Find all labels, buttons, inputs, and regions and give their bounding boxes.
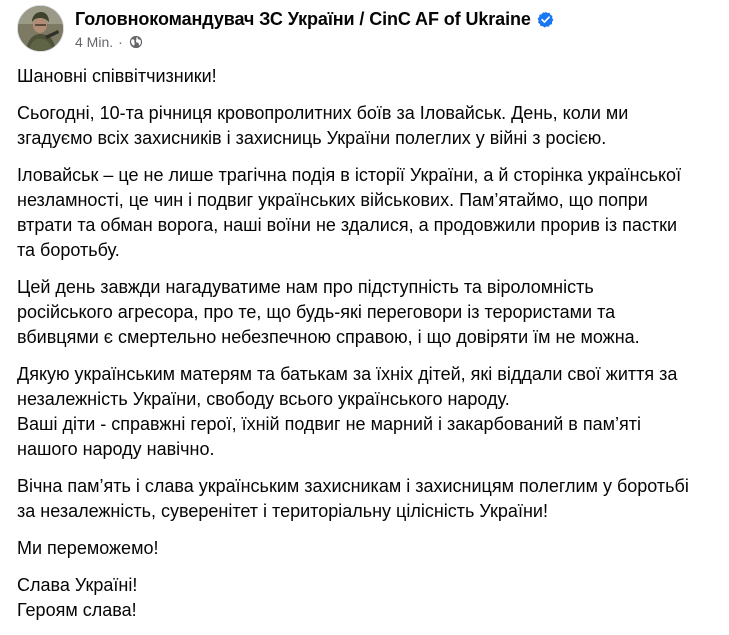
text-line: Іловайськ – це не лише трагічна подія в історії України, а й сторінка української xyxy=(17,165,682,185)
text-line: Шановні співвітчизники! xyxy=(17,66,217,86)
text-line: Ваші діти - справжні герої, їхній подвиг не марний і закарбований в пам’яті xyxy=(17,414,641,434)
text-line: нашого народу навічно. xyxy=(17,439,215,459)
author-avatar[interactable] xyxy=(17,5,64,52)
text-line: згадуємо всіх захисників і захисниць України полеглих у війні з росією. xyxy=(17,128,607,148)
post-subline xyxy=(75,34,554,50)
post-meta xyxy=(75,8,554,50)
post-timestamp[interactable]: 4 Min. xyxy=(75,34,114,50)
text-line: російського агресора, про те, що будь-які переговори із терористами та xyxy=(17,302,616,322)
text-line: Цей день завжди нагадуватиме нам про підступність та віроломність xyxy=(17,277,594,297)
paragraph-glory xyxy=(17,573,717,623)
paragraph-victory xyxy=(17,536,717,561)
paragraph-ilovaisk xyxy=(17,163,717,263)
verified-badge-icon xyxy=(537,11,554,28)
text-line: Героям слава! xyxy=(17,600,137,620)
paragraph-reminder xyxy=(17,275,717,350)
globe-icon[interactable] xyxy=(129,35,143,49)
author-name[interactable]: Головнокомандувач ЗС України / CinC AF of Ukraine xyxy=(75,8,531,29)
paragraph-gratitude xyxy=(17,362,717,462)
paragraph-memory xyxy=(17,474,717,524)
avatar-soldier-icon xyxy=(18,6,63,51)
meta-separator: · xyxy=(118,34,123,50)
text-line: вбивцями є смертельно небезпечною справою, і що довіряти їм не можна. xyxy=(17,327,640,347)
paragraph-anniversary xyxy=(17,101,717,151)
text-line: незалежність України, свободу всього українського народу. xyxy=(17,389,510,409)
text-line: Ми переможемо! xyxy=(17,538,159,558)
text-line: втрати та обман ворога, наші воїни не здалися, а продовжили прорив із пастки xyxy=(17,215,678,235)
paragraph-greeting xyxy=(17,64,717,89)
author-row xyxy=(75,8,554,30)
text-line: та боротьбу. xyxy=(17,240,120,260)
text-line: Дякую українським матерям та батькам за їхніх дітей, які віддали свої життя за xyxy=(17,364,678,384)
text-line: Вічна пам’ять і слава українським захисникам і захисницям полеглим у боротьбі xyxy=(17,476,689,496)
post-body xyxy=(17,64,717,635)
text-line: за незалежність, суверенітет і територіальну цілісність України! xyxy=(17,501,548,521)
text-line: незламності, це чин і подвиг українських військових. Пам’ятаймо, що попри xyxy=(17,190,648,210)
text-line: Слава Україні! xyxy=(17,575,138,595)
post-header xyxy=(17,5,554,57)
text-line: Сьогодні, 10-та річниця кровопролитних боїв за Іловайськ. День, коли ми xyxy=(17,103,629,123)
